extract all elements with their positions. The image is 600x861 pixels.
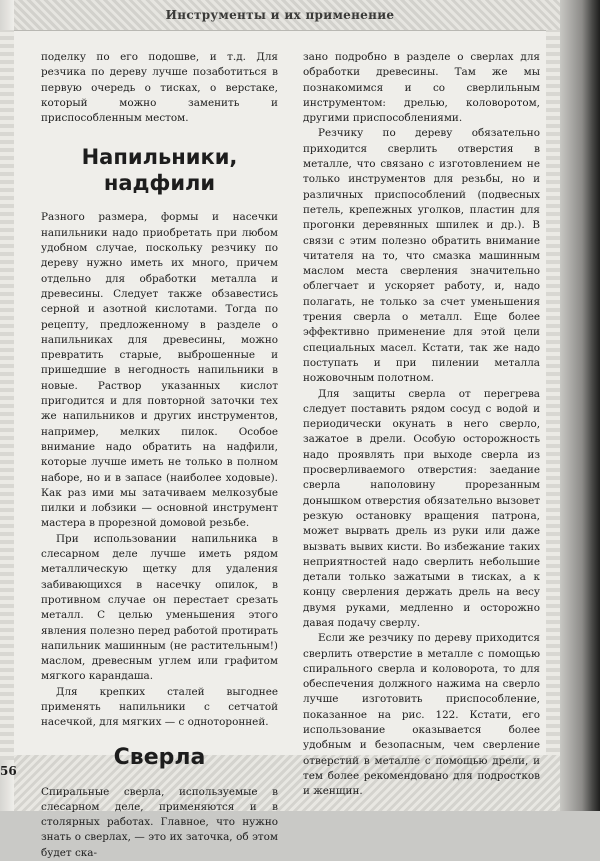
left-ornament-border <box>0 30 14 760</box>
paragraph: Резчику по дереву обязательно приходится сверлить отверстия в металле, что связано с изготовлением не только инструментов для резьбы, но и различных приспособлений (подвесных петель, крепежных уголков, пластин для прогонки деревянных шпилек и др.). В связи с этим полезно обратить внимание читателя на то, что смазка машинным маслом места сверления значительно облегчает и ускоряет работу, и, надо полагать, не только за счет уменьшения трения сверла о металл. Еще более эффективно применение для этой цели специальных масел. Кстати, так же надо поступать и при пилении металла ножовочным полотном. <box>303 127 540 385</box>
right-ornament-border <box>546 30 560 760</box>
section-heading-drills: Сверла <box>113 744 206 770</box>
continued-paragraph: зано подробно в разделе о сверлах для обработки древесины. Там же мы познакомимся и со сверлильным инструментом: дрелью, коловоротом, другими приспособлениями. <box>303 51 540 125</box>
left-column <box>41 50 278 861</box>
right-column <box>303 50 540 800</box>
page-number: 56 <box>0 764 17 778</box>
paragraph: При использовании напильника в слесарном деле лучше иметь рядом металлическую щетку для удаления забивающихся в насечку опилок, в противном случае он перестает срезать металл. С целью уменьшения этого явления полезно перед работой протирать напильник машинным (не растительным!) маслом, древесным углем или графитом мягкого карандаша. <box>41 532 278 683</box>
running-header: Инструменты и их применение <box>165 8 395 22</box>
paragraph: Если же резчику по дереву приходится сверлить отверстие в металле с помощью спирального сверла и коловорота, то для обеспечения должного нажима на сверло лучше изготовить приспособление, показанное на рис. 122. Кстати, его использование оказывается более удобным и безопасным, чем сверление отверстий в металле с помощью дрели, и тем более рекомендовано для подростков и женщин. <box>303 632 540 798</box>
paragraph: Разного размера, формы и насечки напильники надо приобретать при любом удобном случае, поскольку резчику по дереву нужно иметь их много, причем отдельно для обработки металла и древесины. Следует также обзавестись серной и азотной кислотами. Тогда по рецепту, предложенному в разделе о напильниках для древесины, можно превратить старые, выброшенные и пришедшие в негодность напильники в новые. Раствор указанных кислот пригодится и для повторной заточки тех же напильников и других инструментов, например, мелких пилок. Особое внимание надо обратить на надфили, которые лучше иметь не только в полном наборе, но и в запасе (наиболее ходовые). Как раз ими мы затачиваем мелкозубые пилки и лобзики — основной инструмент мастера в прорезной домовой резьбе. <box>41 211 278 530</box>
paragraph: Для крепких сталей выгоднее применять напильники с сетчатой насечкой, для мягких — с одноторонней. <box>41 685 278 729</box>
section-heading-files: Напильники, надфили <box>81 145 238 196</box>
paragraph: Спиральные сверла, используемые в слесарном деле, применяются и в столярных работах. Главное, что нужно знать о сверлах, — это их заточка, об этом будет ска- <box>41 785 278 859</box>
continued-paragraph: поделку по его подошве, и т.д. Для резчика по дереву лучше позаботиться в первую очередь о тисках, о верстаке, который можно заменить и приспособленным местом. <box>41 51 278 125</box>
paragraph: Для защиты сверла от перегрева следует поставить рядом сосуд с водой и периодически окунать в него сверло, зажатое в дрели. Особую осторожность надо проявлять при выходе сверла из просверливаемого отверстия: заедание сверла наполовину прорезанным донышком отверстия обязательно вызовет резкую остановку вращения патрона, может вырвать дрель из руки или даже вызвать вывих кисти. Во избежание таких неприятностей надо сверлить небольшие детали только зажатыми в тисках, а к концу сверления держать дрель на весу двумя руками, медленно и осторожно давая подачу сверлу. <box>303 387 540 629</box>
book-gutter-shadow <box>560 0 600 811</box>
